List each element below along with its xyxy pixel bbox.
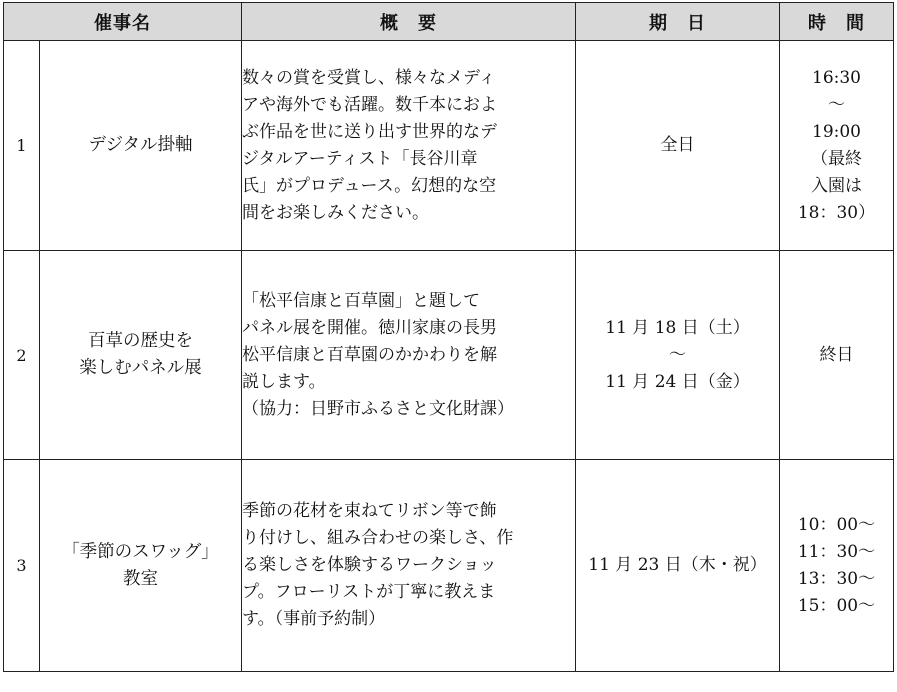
overview-line: 氏」がプロデュース。幻想的な空 — [242, 175, 497, 196]
row-number: 1 — [4, 41, 40, 251]
date-line: 11 月 24 日（金） — [605, 371, 750, 392]
overview-line: ジタルアーティスト「長谷川章 — [242, 148, 478, 169]
time-cell — [780, 41, 894, 251]
date-line: 全日 — [660, 135, 695, 155]
header-event-name: 催事名 — [4, 3, 242, 41]
event-name-line: 百草の歴史を — [88, 331, 193, 351]
row-number: 3 — [4, 460, 40, 672]
header-overview: 概 要 — [242, 3, 576, 41]
table-row — [4, 460, 894, 672]
overview-line: る楽しさを体験するワークショッ — [242, 555, 497, 575]
overview-cell — [242, 41, 576, 251]
time-line: 10：00～ — [797, 514, 876, 535]
time-line: 18：30） — [797, 202, 876, 223]
event-name-cell — [40, 460, 242, 672]
overview-line: 間をお楽しみください。 — [242, 202, 429, 223]
event-name-line: デジタル掛軸 — [88, 135, 193, 155]
table-row — [4, 41, 894, 251]
header-row — [4, 3, 894, 41]
time-line: 16:30 — [812, 67, 861, 88]
time-line: 入園は — [811, 175, 862, 196]
overview-line: プ。フローリストが丁寧に教えま — [242, 582, 496, 602]
overview-line: 「松平信康と百草園」と題して — [242, 290, 480, 311]
event-name-line: 教室 — [123, 568, 158, 589]
time-line: 13：30～ — [797, 568, 876, 589]
time-line: 11：30～ — [797, 541, 876, 562]
row-number: 2 — [4, 251, 40, 460]
overview-line: 説します。 — [242, 371, 326, 392]
overview-line: 数々の賞を受賞し、様々なメディ — [242, 67, 496, 88]
overview-line: 季節の花材を束ねてリボン等で飾 — [242, 501, 497, 521]
event-name-cell — [40, 41, 242, 251]
header-date: 期 日 — [576, 3, 780, 41]
time-cell — [780, 251, 894, 460]
time-cell — [780, 460, 894, 672]
overview-line: り付けし、組み合わせの楽しさ、作 — [242, 528, 514, 548]
date-line: 11 月 18 日（土） — [605, 317, 750, 338]
table-row — [4, 251, 894, 460]
overview-line: す。（事前予約制） — [242, 609, 386, 629]
event-name-cell — [40, 251, 242, 460]
overview-cell — [242, 460, 576, 672]
overview-cell — [242, 251, 576, 460]
header-time: 時 間 — [780, 3, 894, 41]
time-line: 15：00～ — [797, 595, 876, 616]
date-cell — [576, 251, 780, 460]
event-name-line: 楽しむパネル展 — [79, 358, 202, 378]
date-cell — [576, 460, 780, 672]
date-line: ～ — [669, 344, 686, 365]
time-line: 19:00 — [812, 121, 861, 142]
event-name-line: 「季節のスワッグ」 — [62, 541, 219, 562]
overview-line: （協力：日野市ふるさと文化財課） — [242, 398, 514, 419]
overview-line: アや海外でも活躍。数千本におよ — [242, 94, 497, 115]
time-line: （最終 — [811, 148, 862, 169]
time-line: 終日 — [819, 344, 854, 365]
events-table — [3, 2, 894, 672]
overview-line: ぶ作品を世に送り出す世界的なデ — [242, 121, 497, 142]
overview-line: 松平信康と百草園のかかわりを解 — [242, 344, 497, 365]
date-cell — [576, 41, 780, 251]
overview-line: パネル展を開催。徳川家康の長男 — [242, 317, 497, 338]
time-line: ～ — [828, 94, 845, 115]
date-line: 11 月 23 日（木・祝） — [588, 555, 767, 575]
